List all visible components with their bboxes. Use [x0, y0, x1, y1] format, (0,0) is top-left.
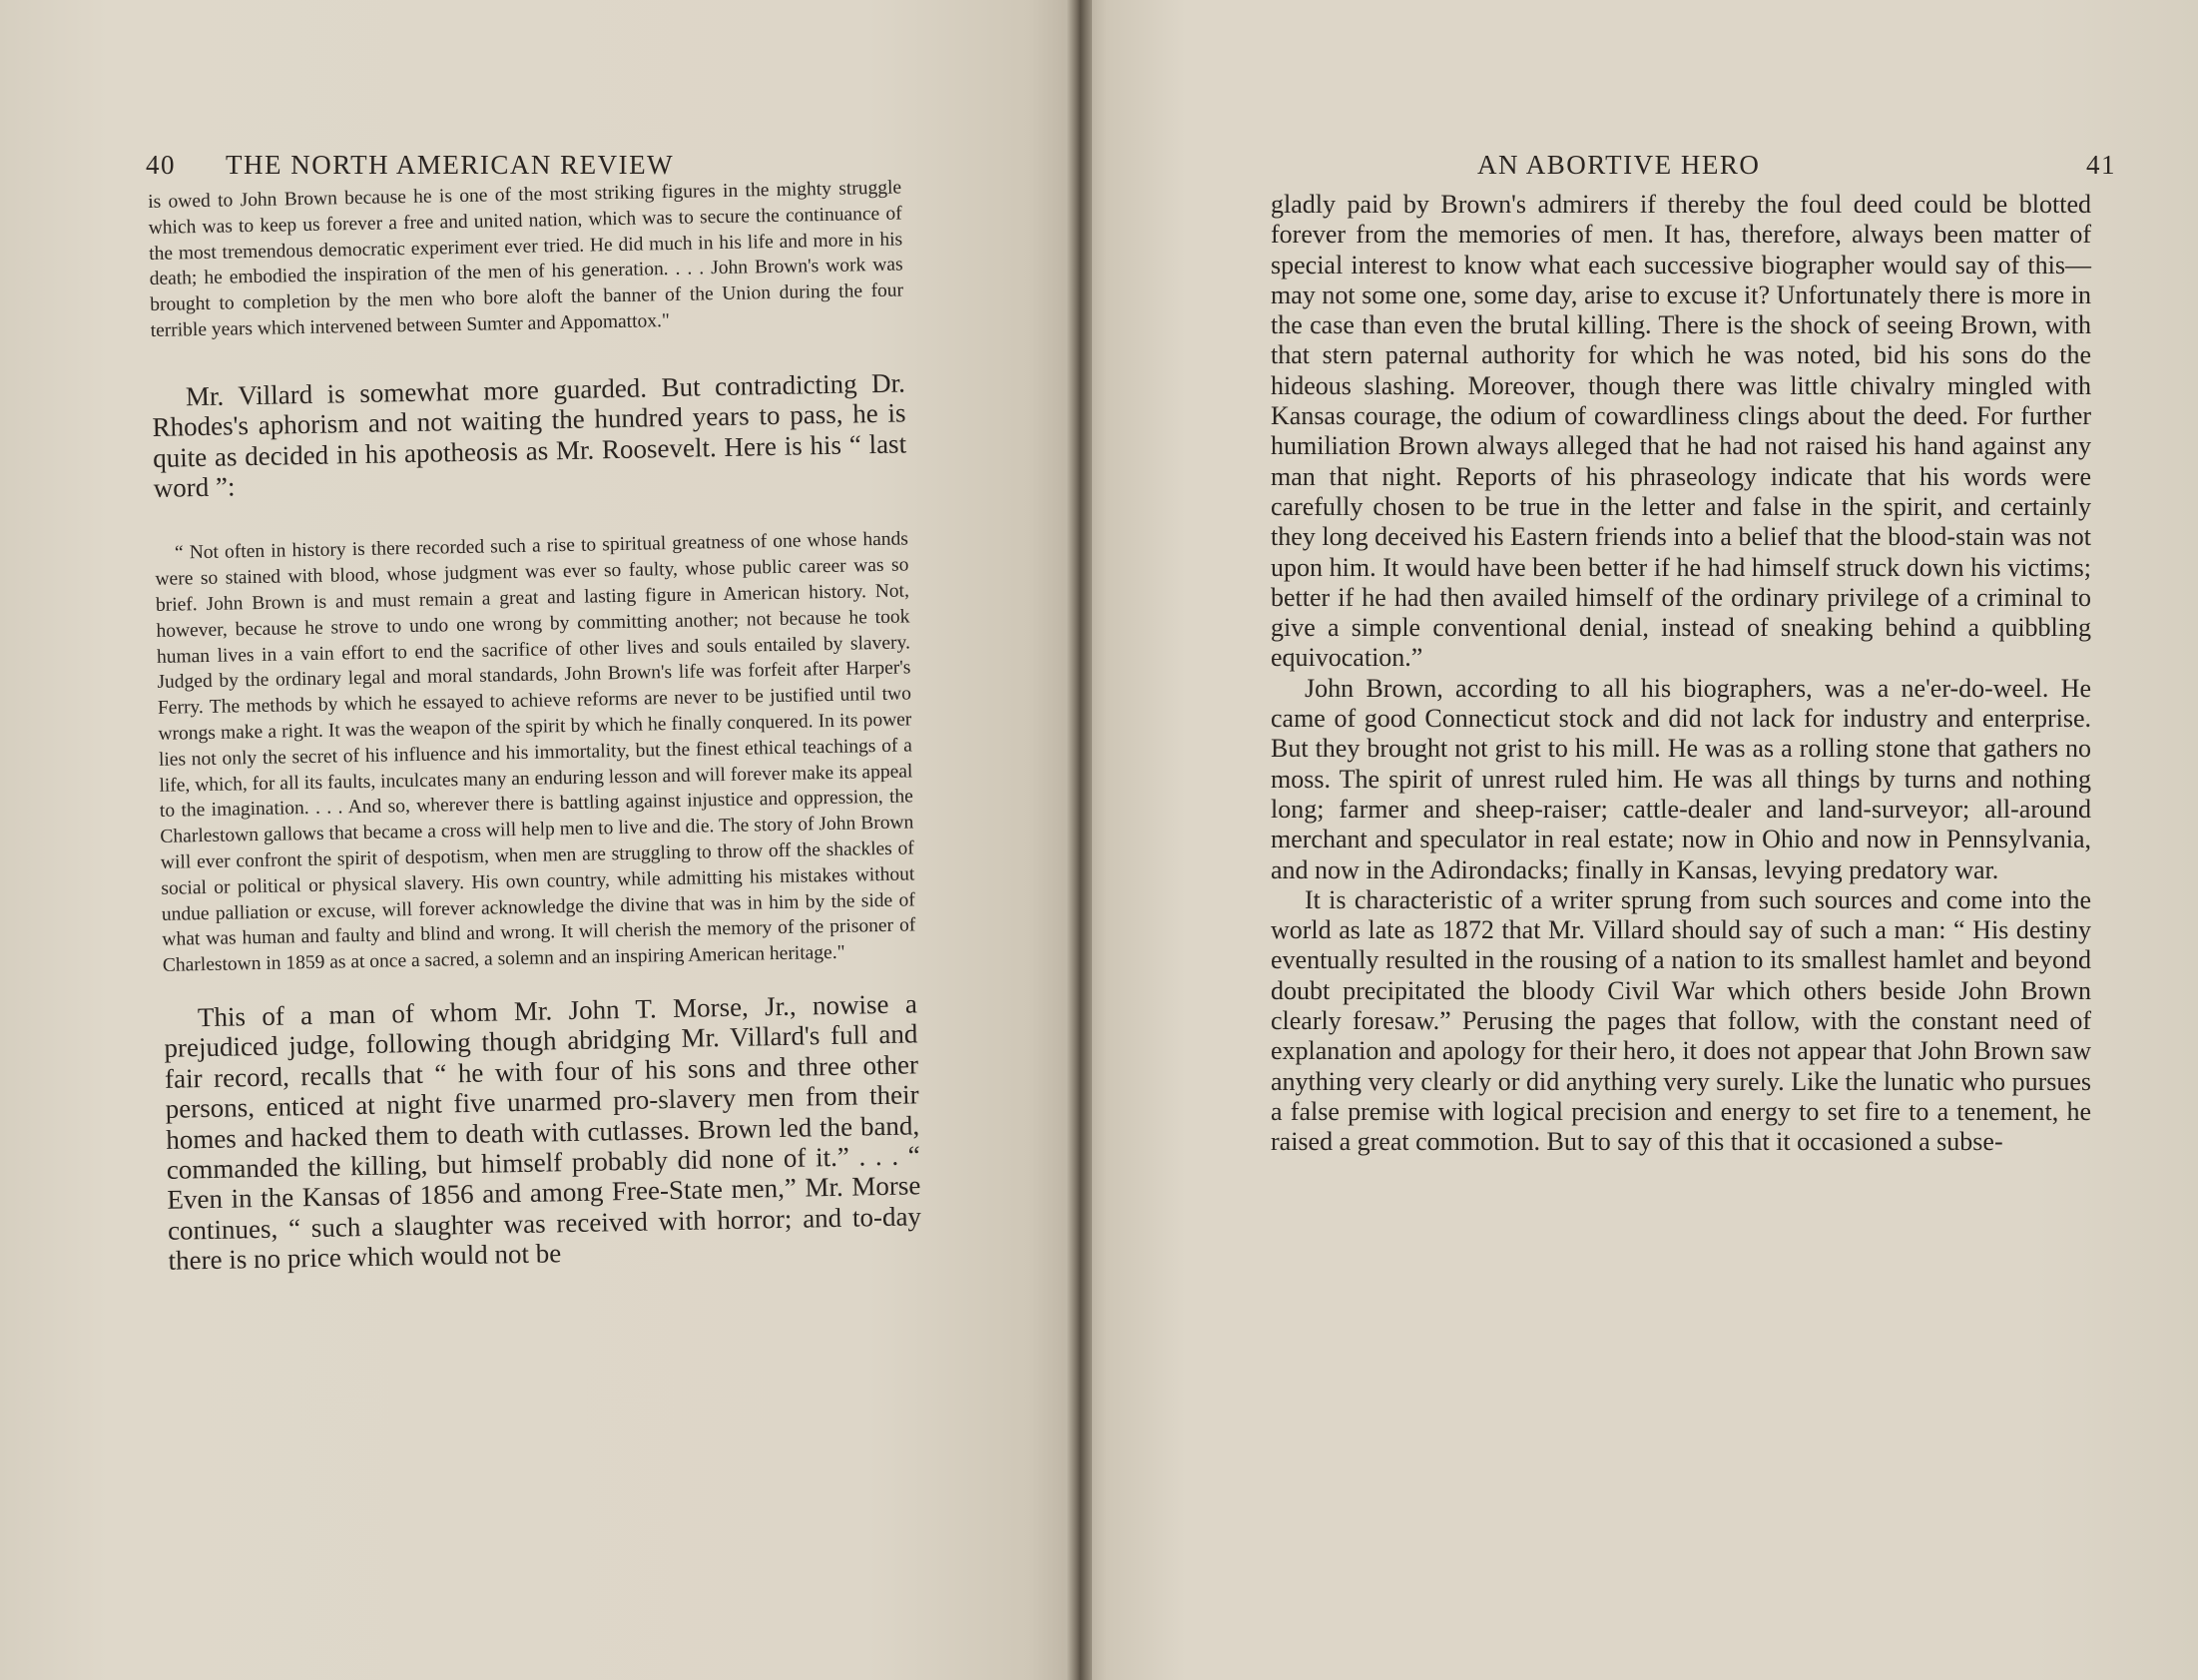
right-page: [1073, 0, 2198, 1680]
right-text-column: [1271, 190, 2091, 1158]
body-paragraph: John Brown, according to all his biographers, was a ne'er-do-weel. He came of good Connecticut stock and did not lack for industry and enterprise. But they brought not grist to his mill. He was as a rolling stone that gathers no moss. The spirit of unrest ruled him. He was all things by turns and nothing long; farmer and sheep-raiser; cattle-dealer and land-surveyor; all-around merchant and speculator in real estate; now in Ohio and now in Pennsylvania, and now in the Adirondacks; finally in Kansas, levying predatory war.: [1271, 673, 2091, 884]
right-running-head: [1477, 150, 2116, 181]
right-running-title: AN ABORTIVE HERO: [1477, 150, 1761, 180]
block-quote-villard: “ Not often in history is there recorded such a rise to spiritual greatness of one whose hands were so stained with blood, whose judgment was ever so faulty, whose public career was so brief. John Brown is and must remain a great and lasting figure in American history. Not, however, because he strove to undo one wrong by committing another; not because he took human lives in a vain effort to end the sacrifice of other lives and souls entailed by slavery. Judged by the ordinary legal and moral standards, John Brown's life was forfeit after Harper's Ferry. The methods by which he essayed to achieve reforms are never to be justified until two wrongs make a right. It was the weapon of the spirit by which he finally conquered. In its power lies not only the secret of his influence and his immortality, but the finest ethical teachings of a life, which, for all its faults, inculcates many an enduring lesson and will forever make its appeal to the imagination. . . . And so, wherever there is battling against injustice and oppression, the Charlestown gallows that became a cross will help men to live and die. The story of John Brown will ever confront the spirit of despotism, when men are struggling to throw off the shackles of social or political or physical slavery. His own country, while admitting his mistakes without undue palliation or excuse, will forever acknowledge the divine that was in him by the side of what was human and faulty and blind and wrong. It will cherish the memory of the prisoner of Charlestown in 1859 as at once a sacred, a solemn and an inspiring American heritage.": [155, 528, 916, 977]
body-paragraph: It is characteristic of a writer sprung from such sources and come into the world as late as 1872 that Mr. Villard should say of such a man: “ His destiny eventually resulted in the rousing of a nation to its smallest hamlet and beyond doubt precipitated the bloody Civil War which others beside John Brown clearly foresaw.” Perusing the pages that follow, with the constant need of explanation and apology for their hero, it does not appear that John Brown saw anything very clearly or did anything very surely. Like the lunatic who pursues a false premise with logical precision and energy to set fire to a tenement, he raised a great commotion. But to say of this that it occasioned a subse-: [1271, 884, 2091, 1157]
left-text-column: [148, 176, 922, 1277]
left-running-head: [146, 150, 904, 181]
body-paragraph: Mr. Villard is somewhat more guarded. But contradicting Dr. Rhodes's aphorism and not waiting the hundred years to pass, he is quite as decided in his apotheosis as Mr. Roosevelt. Here is his “ last word ”:: [152, 367, 907, 503]
left-page-number: 40: [146, 150, 176, 180]
body-paragraph: This of a man of whom Mr. John T. Morse, Jr., nowise a prejudiced judge, following though abridging Mr. Villard's full and fair record, recalls that “ he with four of his sons and three other persons, enticed at night five unarmed pro-slavery men from their homes and hacked them to death with cutlasses. Brown led the band, commanded the killing, but himself probably did none of it.” . . . “ Even in the Kansas of 1856 and among Free-State men,” Mr. Morse continues, “ such a slaughter was received with horror; and to-day there is no price which would not be: [164, 988, 922, 1277]
right-page-number: 41: [2086, 150, 2116, 180]
body-paragraph: gladly paid by Brown's admirers if thereby the foul deed could be blotted forever from the memories of men. It has, therefore, always been matter of special interest to know what each successive biographer would say of this—may not some one, some day, arise to excuse it? Unfortunately there is more in the case than even the brutal killing. There is the shock of seeing Brown, with that stern paternal authority for which he was noted, bid his sons do the hideous slashing. Moreover, though there was little chivalry mingled with Kansas courage, the odium of cowardliness clings about the deed. For further humiliation Brown always alleged that he had not raised his hand against any man that night. Reports of his phraseology indicate that his words were carefully chosen to be true in the letter and false in the spirit, and certainly they long deceived his Eastern friends into a belief that the blood-stain was not upon him. It would have been better if he had himself struck down his victims; better if he had then availed himself of the ordinary privilege of a criminal to give a simple conventional denial, instead of sneaking behind a quibbling equivocation.”: [1271, 190, 2091, 673]
left-page: [0, 0, 1083, 1680]
left-running-title: THE NORTH AMERICAN REVIEW: [226, 150, 675, 180]
block-quote-roosevelt: is owed to John Brown because he is one of the most striking figures in the mighty struggle which was to keep us forever a free and united nation, which was to secure the continuance of the most tremendous democratic experiment ever tried. He did much in his life and more in his death; he embodied the inspiration of the men of his generation. . . . John Brown's work was brought to completion by the men who bore aloft the banner of the Union during the four terrible years which intervened between Sumter and Appomattox.": [148, 177, 904, 341]
book-gutter: [1066, 0, 1092, 1680]
